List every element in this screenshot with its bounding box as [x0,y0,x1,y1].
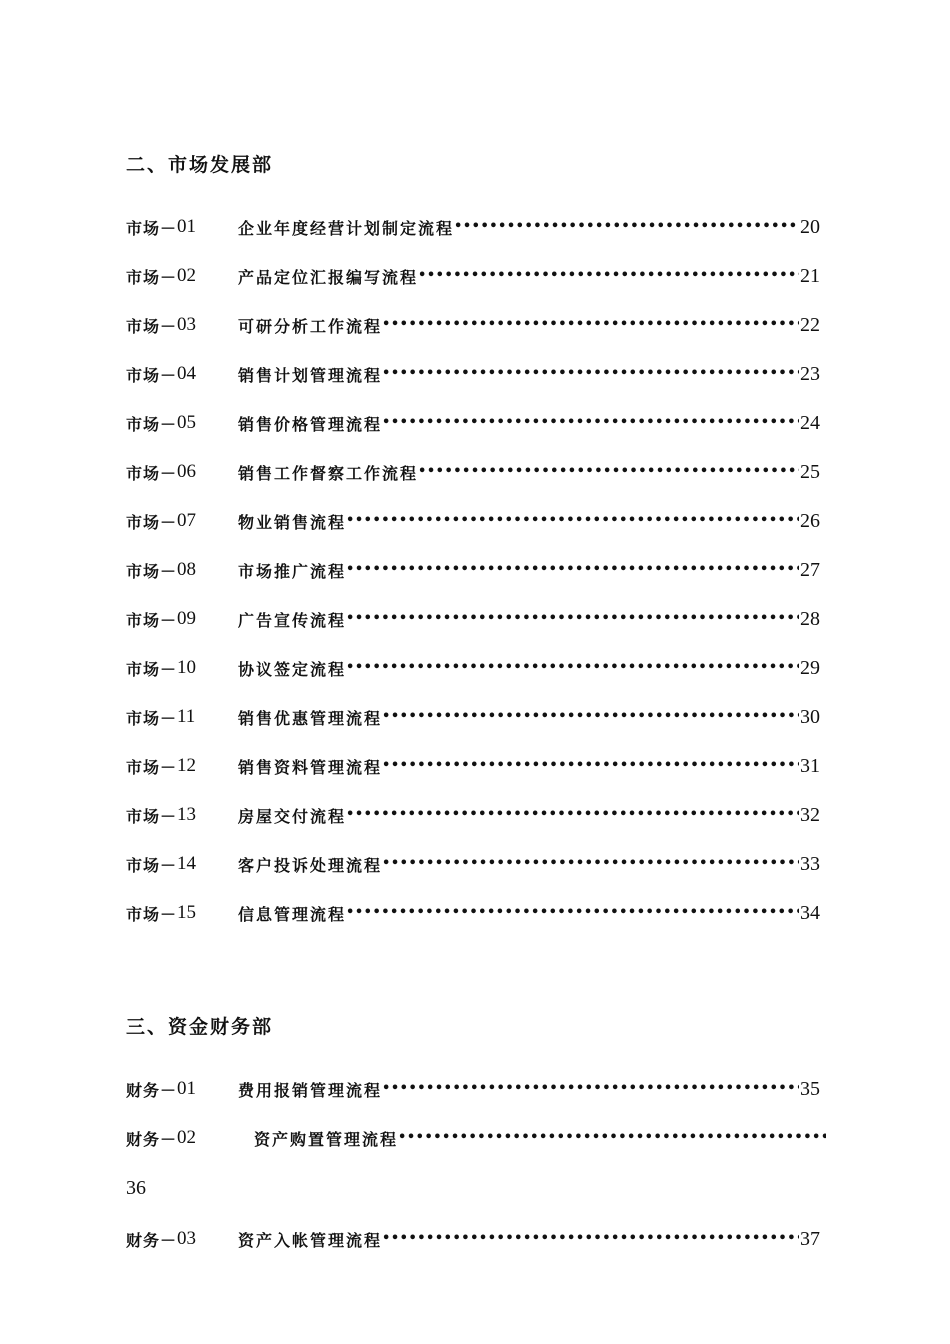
toc-entry[interactable] [126,360,820,388]
entry-page-number: 33 [800,852,820,875]
entry-title: 费用报销管理流程 [238,1080,383,1100]
entry-code [126,559,238,582]
dot-leader [454,213,799,241]
dot-leader [398,1124,826,1152]
entry-code-prefix: 市场－ [126,316,178,336]
entry-code-number: 15 [177,902,197,923]
entry-code-prefix: 市场－ [126,904,178,924]
toc-entry[interactable] [126,556,820,584]
entry-code-number: 02 [177,265,197,286]
toc-entry[interactable] [126,801,820,829]
dot-leader [346,654,799,682]
entry-page-number: 21 [800,264,820,287]
entry-code-number: 09 [177,608,197,629]
entry-page-number: 30 [800,705,820,728]
toc-entry[interactable] [126,1124,826,1152]
entry-code-number: 03 [177,1228,197,1249]
toc-entry[interactable] [126,213,820,241]
entry-code-number: 10 [177,657,197,678]
entry-title: 销售资料管理流程 [238,757,383,777]
entry-page-number: 25 [800,460,820,483]
dot-leader [346,899,799,927]
entry-code-prefix: 市场－ [126,708,178,728]
dot-leader [418,262,799,290]
dot-leader [346,556,799,584]
toc-entry[interactable] [126,605,820,633]
entry-code-prefix: 市场－ [126,267,178,287]
entry-code [126,363,238,386]
dot-leader [382,1075,799,1103]
toc-entry[interactable] [126,507,820,535]
entry-page-number: 35 [800,1077,820,1100]
entry-code-number: 11 [177,706,196,727]
entry-title: 可研分析工作流程 [238,316,383,336]
entry-code [126,412,238,435]
toc-entry[interactable] [126,409,820,437]
entry-title: 资产购置管理流程 [254,1129,399,1149]
entry-code-prefix: 市场－ [126,855,178,875]
entry-page-number: 23 [800,362,820,385]
entry-code-number: 02 [177,1127,197,1148]
dot-leader [382,311,799,339]
entry-code-number: 14 [177,853,197,874]
entry-code-prefix: 市场－ [126,463,178,483]
dot-leader [346,801,799,829]
entry-title: 协议签定流程 [238,659,347,679]
entry-page-number: 28 [800,607,820,630]
toc-entry[interactable] [126,311,820,339]
entry-title: 资产入帐管理流程 [238,1230,383,1250]
entry-code [126,1228,238,1251]
entry-title: 产品定位汇报编写流程 [238,267,419,287]
entry-code-prefix: 财务－ [126,1230,178,1250]
entry-code-prefix: 市场－ [126,659,178,679]
entry-code [126,755,238,778]
entry-page-number: 32 [800,803,820,826]
entry-code [126,853,238,876]
toc-entry[interactable] [126,1075,820,1103]
entry-title: 房屋交付流程 [238,806,347,826]
entry-code [126,608,238,631]
entry-code-prefix: 财务－ [126,1129,178,1149]
toc-entry[interactable] [126,703,820,731]
entry-code [126,804,238,827]
entry-code-prefix: 市场－ [126,414,178,434]
toc-entry[interactable] [126,458,820,486]
entry-code-prefix: 市场－ [126,365,178,385]
entry-code-number: 06 [177,461,197,482]
entry-title: 物业销售流程 [238,512,347,532]
entry-code [126,1078,238,1101]
dot-leader [382,850,799,878]
entry-page-number: 36 [126,1177,146,1199]
dot-leader [382,1225,799,1253]
entry-title: 销售计划管理流程 [238,365,383,385]
entry-title: 广告宣传流程 [238,610,347,630]
entry-title: 企业年度经营计划制定流程 [238,218,455,238]
entry-title: 销售优惠管理流程 [238,708,383,728]
entry-code-number: 05 [177,412,197,433]
entry-code-number: 08 [177,559,197,580]
entry-page-number: 26 [800,509,820,532]
entry-code [126,265,238,288]
entry-code-number: 01 [177,216,197,237]
entry-page-number: 24 [800,411,820,434]
toc-entry[interactable] [126,899,820,927]
entry-page-number: 31 [800,754,820,777]
dot-leader [382,703,799,731]
entry-page-number: 37 [800,1227,820,1250]
entry-code [126,902,238,925]
entry-code-number: 03 [177,314,197,335]
section-heading-finance: 三、资金财务部 [126,1016,274,1038]
dot-leader [346,507,799,535]
entry-title: 信息管理流程 [238,904,347,924]
entry-page-number: 29 [800,656,820,679]
entry-code-number: 12 [177,755,197,776]
entry-code-prefix: 市场－ [126,610,178,630]
entry-code-prefix: 市场－ [126,757,178,777]
entry-title: 销售价格管理流程 [238,414,383,434]
entry-code-prefix: 市场－ [126,512,178,532]
entry-page-number: 34 [800,901,820,924]
entry-code [126,657,238,680]
entry-page-number: 27 [800,558,820,581]
entry-code-prefix: 市场－ [126,806,178,826]
section-heading-market: 二、市场发展部 [126,154,274,176]
entry-code-prefix: 市场－ [126,218,178,238]
entry-title: 客户投诉处理流程 [238,855,383,875]
dot-leader [382,360,799,388]
entry-code-number: 04 [177,363,197,384]
toc-entry[interactable] [126,850,820,878]
toc-entry[interactable] [126,654,820,682]
entry-code [126,216,238,239]
dot-leader [346,605,799,633]
entry-code-number: 01 [177,1078,197,1099]
toc-entry[interactable] [126,752,820,780]
dot-leader [418,458,799,486]
toc-entry[interactable] [126,1225,820,1253]
entry-title: 销售工作督察工作流程 [238,463,419,483]
entry-title: 市场推广流程 [238,561,347,581]
entry-code-prefix: 市场－ [126,561,178,581]
entry-page-number: 20 [800,215,820,238]
entry-page-number: 22 [800,313,820,336]
entry-code-number: 13 [177,804,197,825]
toc-entry[interactable] [126,262,820,290]
dot-leader [382,752,799,780]
entry-code-prefix: 财务－ [126,1080,178,1100]
entry-code [126,314,238,337]
dot-leader [382,409,799,437]
entry-code [126,1127,238,1150]
entry-code [126,706,238,729]
entry-code [126,510,238,533]
entry-code [126,461,238,484]
entry-code-number: 07 [177,510,197,531]
